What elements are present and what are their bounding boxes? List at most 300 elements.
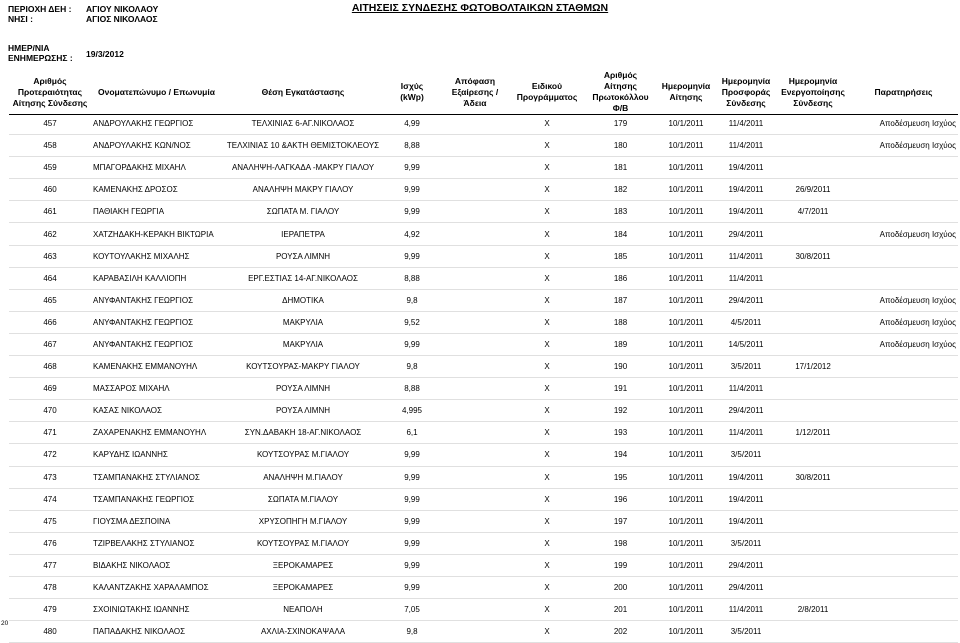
date-value: 19/3/2012 xyxy=(86,49,124,59)
table-row xyxy=(9,444,958,466)
name-cell: ΑΝΥΦΑΝΤΑΚΗΣ ΓΕΩΡΓΙΟΣ xyxy=(91,333,222,355)
power-cell: 9,52 xyxy=(384,311,440,333)
remarks-cell xyxy=(849,510,958,532)
exemption-cell xyxy=(440,245,510,267)
header-line: Σύνδεσης xyxy=(793,97,833,108)
activation-date-cell xyxy=(777,554,849,576)
header-line: Ισχύς xyxy=(400,81,424,91)
program-cell: Χ xyxy=(510,554,584,576)
location-cell: ΡΟΥΣΑ ΛΙΜΝΗ xyxy=(222,245,384,267)
program-cell: Χ xyxy=(510,510,584,532)
remarks-cell: Αποδέσμευση Ισχύος xyxy=(849,311,958,333)
id-cell: 469 xyxy=(9,378,91,400)
app-date-cell: 10/1/2011 xyxy=(657,532,715,554)
app-date-cell: 10/1/2011 xyxy=(657,267,715,289)
header-remarks xyxy=(849,70,958,114)
table-row xyxy=(9,311,958,333)
exemption-cell xyxy=(440,201,510,223)
exemption-cell xyxy=(440,532,510,554)
exemption-cell xyxy=(440,554,510,576)
header-line: Αριθμός xyxy=(33,75,67,86)
exemption-cell xyxy=(440,488,510,510)
id-cell: 470 xyxy=(9,400,91,422)
table-row xyxy=(9,267,958,289)
table-row xyxy=(9,576,958,598)
power-cell: 4,995 xyxy=(384,400,440,422)
header-priority xyxy=(9,70,91,114)
remarks-cell xyxy=(849,400,958,422)
protocol-cell: 184 xyxy=(584,223,657,245)
table-row xyxy=(9,135,958,157)
applications-table xyxy=(9,113,958,643)
name-cell: ΠΑΘΙΑΚΗ ΓΕΩΡΓΙΑ xyxy=(91,201,222,223)
id-cell: 473 xyxy=(9,466,91,488)
table-row xyxy=(9,201,958,223)
activation-date-cell xyxy=(777,488,849,510)
program-cell: Χ xyxy=(510,289,584,311)
remarks-cell: Αποδέσμευση Ισχύος xyxy=(849,135,958,157)
header-line: Προγράμματος xyxy=(516,92,578,102)
remarks-cell: Αποδέσμευση Ισχύος xyxy=(849,223,958,245)
name-cell: ΣΧΟΙΝΙΩΤΑΚΗΣ ΙΩΑΝΝΗΣ xyxy=(91,599,222,621)
remarks-cell: Αποδέσμευση Ισχύος xyxy=(849,333,958,355)
app-date-cell: 10/1/2011 xyxy=(657,223,715,245)
header-protocol xyxy=(584,70,657,114)
id-cell: 477 xyxy=(9,554,91,576)
location-cell: ΚΟΥΤΣΟΥΡΑΣ-ΜΑΚΡΥ ΓΙΑΛΟΥ xyxy=(222,356,384,378)
header-line: (kWp) xyxy=(400,92,424,102)
name-cell: ΖΑΧΑΡΕΝΑΚΗΣ ΕΜΜΑΝΟΥΗΛ xyxy=(91,422,222,444)
header-line: Αίτησης Σύνδεσης xyxy=(12,97,88,108)
id-cell: 479 xyxy=(9,599,91,621)
remarks-cell xyxy=(849,576,958,598)
activation-date-cell xyxy=(777,157,849,179)
id-cell: 478 xyxy=(9,576,91,598)
activation-date-cell: 1/12/2011 xyxy=(777,422,849,444)
power-cell: 4,99 xyxy=(384,113,440,135)
remarks-cell xyxy=(849,245,958,267)
app-date-cell: 10/1/2011 xyxy=(657,466,715,488)
location-cell: ΑΝΑΛΗΨΗ Μ.ΓΙΑΛΟΥ xyxy=(222,466,384,488)
remarks-cell xyxy=(849,554,958,576)
app-date-cell: 10/1/2011 xyxy=(657,422,715,444)
power-cell: 9,99 xyxy=(384,201,440,223)
table-row xyxy=(9,554,958,576)
remarks-cell xyxy=(849,488,958,510)
activation-date-cell: 2/8/2011 xyxy=(777,599,849,621)
activation-date-cell xyxy=(777,267,849,289)
name-cell: ΚΑΜΕΝΑΚΗΣ ΕΜΜΑΝΟΥΗΛ xyxy=(91,356,222,378)
offer-date-cell: 11/4/2011 xyxy=(715,378,777,400)
exemption-cell xyxy=(440,113,510,135)
program-cell: Χ xyxy=(510,311,584,333)
table-row xyxy=(9,245,958,267)
power-cell: 7,05 xyxy=(384,599,440,621)
table-row xyxy=(9,488,958,510)
id-cell: 463 xyxy=(9,245,91,267)
remarks-cell: Αποδέσμευση Ισχύος xyxy=(849,113,958,135)
power-cell: 6,1 xyxy=(384,422,440,444)
offer-date-cell: 11/4/2011 xyxy=(715,422,777,444)
protocol-cell: 194 xyxy=(584,444,657,466)
remarks-cell xyxy=(849,356,958,378)
exemption-cell xyxy=(440,333,510,355)
offer-date-cell: 3/5/2011 xyxy=(715,444,777,466)
offer-date-cell: 3/5/2011 xyxy=(715,356,777,378)
activation-date-cell xyxy=(777,510,849,532)
table-row xyxy=(9,378,958,400)
protocol-cell: 196 xyxy=(584,488,657,510)
power-cell: 9,99 xyxy=(384,157,440,179)
location-cell: ΚΟΥΤΣΟΥΡΑΣ Μ.ΓΙΑΛΟΥ xyxy=(222,532,384,554)
program-cell: Χ xyxy=(510,400,584,422)
location-cell: ΑΧΛΙΑ-ΣΧΙΝΟΚΑΨΑΛΑ xyxy=(222,621,384,643)
location-cell: ΣΩΠΑΤΑ Μ. ΓΙΑΛΟΥ xyxy=(222,201,384,223)
exemption-cell xyxy=(440,135,510,157)
offer-date-cell: 19/4/2011 xyxy=(715,179,777,201)
exemption-cell xyxy=(440,510,510,532)
activation-date-cell xyxy=(777,223,849,245)
island-label: ΝΗΣΙ : xyxy=(8,14,33,24)
app-date-cell: 10/1/2011 xyxy=(657,444,715,466)
name-cell: ΑΝΥΦΑΝΤΑΚΗΣ ΓΕΩΡΓΙΟΣ xyxy=(91,289,222,311)
table-row xyxy=(9,179,958,201)
exemption-cell xyxy=(440,267,510,289)
table-row xyxy=(9,599,958,621)
protocol-cell: 201 xyxy=(584,599,657,621)
name-cell: ΚΑΡΑΒΑΣΙΛΗ ΚΑΛΛΙΟΠΗ xyxy=(91,267,222,289)
location-cell: ΤΕΛΧΙΝΙΑΣ 10 &ΑΚΤΗ ΘΕΜΙΣΤΟΚΛΕΟΥΣ xyxy=(222,135,384,157)
remarks-cell xyxy=(849,201,958,223)
table-row xyxy=(9,466,958,488)
header-line: Εξαίρεσης / xyxy=(451,86,499,97)
exemption-cell xyxy=(440,289,510,311)
name-cell: ΚΑΣΑΣ ΝΙΚΟΛΑΟΣ xyxy=(91,400,222,422)
table-row xyxy=(9,356,958,378)
id-cell: 461 xyxy=(9,201,91,223)
protocol-cell: 202 xyxy=(584,621,657,643)
id-cell: 468 xyxy=(9,356,91,378)
location-cell: ΑΝΑΛΗΨΗ ΜΑΚΡΥ ΓΙΑΛΟΥ xyxy=(222,179,384,201)
offer-date-cell: 29/4/2011 xyxy=(715,289,777,311)
location-cell: ΣΥΝ.ΔΑΒΑΚΗ 18-ΑΓ.ΝΙΚΟΛΑΟΣ xyxy=(222,422,384,444)
table-row xyxy=(9,422,958,444)
program-cell: Χ xyxy=(510,356,584,378)
power-cell: 9,8 xyxy=(384,289,440,311)
exemption-cell xyxy=(440,356,510,378)
power-cell: 9,99 xyxy=(384,333,440,355)
name-cell: ΓΙΟΥΣΜΑ ΔΕΣΠΟΙΝΑ xyxy=(91,510,222,532)
app-date-cell: 10/1/2011 xyxy=(657,289,715,311)
location-cell: ΔΗΜΟΤΙΚΑ xyxy=(222,289,384,311)
program-cell: Χ xyxy=(510,576,584,598)
program-cell: Χ xyxy=(510,444,584,466)
id-cell: 464 xyxy=(9,267,91,289)
protocol-cell: 190 xyxy=(584,356,657,378)
app-date-cell: 10/1/2011 xyxy=(657,621,715,643)
activation-date-cell xyxy=(777,621,849,643)
exemption-cell xyxy=(440,466,510,488)
location-cell: ΙΕΡΑΠΕΤΡΑ xyxy=(222,223,384,245)
protocol-cell: 195 xyxy=(584,466,657,488)
exemption-cell xyxy=(440,444,510,466)
remarks-cell xyxy=(849,599,958,621)
program-cell: Χ xyxy=(510,267,584,289)
program-cell: Χ xyxy=(510,532,584,554)
activation-date-cell xyxy=(777,532,849,554)
table-row xyxy=(9,289,958,311)
date-label-1: ΗΜΕΡ/ΝΙΑ xyxy=(8,43,50,53)
id-cell: 467 xyxy=(9,333,91,355)
offer-date-cell: 29/4/2011 xyxy=(715,554,777,576)
program-cell: Χ xyxy=(510,245,584,267)
remarks-cell xyxy=(849,621,958,643)
header-line: Πρωτοκόλλου xyxy=(592,92,649,102)
exemption-cell xyxy=(440,157,510,179)
activation-date-cell xyxy=(777,289,849,311)
protocol-cell: 197 xyxy=(584,510,657,532)
name-cell: ΤΖΙΡΒΕΛΑΚΗΣ ΣΤΥΛΙΑΝΟΣ xyxy=(91,532,222,554)
table-row xyxy=(9,157,958,179)
name-cell: ΧΑΤΖΗΔΑΚΗ-ΚΕΡΑΚΗ ΒΙΚΤΩΡΙΑ xyxy=(91,223,222,245)
power-cell: 9,8 xyxy=(384,356,440,378)
name-cell: ΤΣΑΜΠΑΝΑΚΗΣ ΓΕΩΡΓΙΟΣ xyxy=(91,488,222,510)
location-cell: ΞΕΡΟΚΑΜΑΡΕΣ xyxy=(222,576,384,598)
app-date-cell: 10/1/2011 xyxy=(657,378,715,400)
power-cell: 9,99 xyxy=(384,532,440,554)
island-value: ΑΓΙΟΣ ΝΙΚΟΛΑΟΣ xyxy=(86,14,158,24)
power-cell: 9,99 xyxy=(384,245,440,267)
page-number: 20 xyxy=(1,620,9,627)
program-cell: Χ xyxy=(510,333,584,355)
power-cell: 9,99 xyxy=(384,576,440,598)
power-cell: 8,88 xyxy=(384,135,440,157)
offer-date-cell: 29/4/2011 xyxy=(715,576,777,598)
id-cell: 476 xyxy=(9,532,91,554)
location-cell: ΜΑΚΡΥΛΙΑ xyxy=(222,311,384,333)
program-cell: Χ xyxy=(510,157,584,179)
protocol-cell: 181 xyxy=(584,157,657,179)
power-cell: 9,8 xyxy=(384,621,440,643)
protocol-cell: 187 xyxy=(584,289,657,311)
table-row xyxy=(9,621,958,643)
program-cell: Χ xyxy=(510,621,584,643)
power-cell: 9,99 xyxy=(384,554,440,576)
activation-date-cell xyxy=(777,378,849,400)
app-date-cell: 10/1/2011 xyxy=(657,554,715,576)
document-title: ΑΙΤΗΣΕΙΣ ΣΥΝΔΕΣΗΣ ΦΩΤΟΒΟΛΤΑΙΚΩΝ ΣΤΑΘΜΩΝ xyxy=(351,2,609,14)
region-label: ΠΕΡΙΟΧΗ ΔΕΗ : xyxy=(8,4,72,14)
activation-date-cell: 30/8/2011 xyxy=(777,245,849,267)
name-cell: ΚΑΡΥΔΗΣ ΙΩΑΝΝΗΣ xyxy=(91,444,222,466)
power-cell: 9,99 xyxy=(384,510,440,532)
name-cell: ΚΑΜΕΝΑΚΗΣ ΔΡΟΣΟΣ xyxy=(91,179,222,201)
app-date-cell: 10/1/2011 xyxy=(657,311,715,333)
app-date-cell: 10/1/2011 xyxy=(657,599,715,621)
exemption-cell xyxy=(440,223,510,245)
program-cell: Χ xyxy=(510,179,584,201)
location-cell: ΝΕΑΠΟΛΗ xyxy=(222,599,384,621)
remarks-cell xyxy=(849,466,958,488)
offer-date-cell: 19/4/2011 xyxy=(715,157,777,179)
app-date-cell: 10/1/2011 xyxy=(657,576,715,598)
app-date-cell: 10/1/2011 xyxy=(657,245,715,267)
header-activation-date xyxy=(777,70,849,114)
protocol-cell: 191 xyxy=(584,378,657,400)
protocol-cell: 192 xyxy=(584,400,657,422)
app-date-cell: 10/1/2011 xyxy=(657,113,715,135)
location-cell: ΡΟΥΣΑ ΛΙΜΝΗ xyxy=(222,400,384,422)
app-date-cell: 10/1/2011 xyxy=(657,333,715,355)
location-cell: ΞΕΡΟΚΑΜΑΡΕΣ xyxy=(222,554,384,576)
activation-date-cell xyxy=(777,113,849,135)
name-cell: ΠΑΠΑΔΑΚΗΣ ΝΙΚΟΛΑΟΣ xyxy=(91,621,222,643)
activation-date-cell xyxy=(777,400,849,422)
location-cell: ΤΕΛΧΙΝΙΑΣ 6-ΑΓ.ΝΙΚΟΛΑΟΣ xyxy=(222,113,384,135)
app-date-cell: 10/1/2011 xyxy=(657,400,715,422)
header-power xyxy=(384,70,440,114)
app-date-cell: 10/1/2011 xyxy=(657,488,715,510)
region-value: ΑΓΙΟΥ ΝΙΚΟΛΑΟΥ xyxy=(86,4,159,14)
offer-date-cell: 14/5/2011 xyxy=(715,333,777,355)
name-cell: ΑΝΥΦΑΝΤΑΚΗΣ ΓΕΩΡΓΙΟΣ xyxy=(91,311,222,333)
exemption-cell xyxy=(440,311,510,333)
id-cell: 460 xyxy=(9,179,91,201)
protocol-cell: 200 xyxy=(584,576,657,598)
header-line: Απόφαση xyxy=(454,75,496,86)
offer-date-cell: 29/4/2011 xyxy=(715,223,777,245)
activation-date-cell: 4/7/2011 xyxy=(777,201,849,223)
offer-date-cell: 19/4/2011 xyxy=(715,466,777,488)
remarks-cell xyxy=(849,422,958,444)
remarks-cell xyxy=(849,179,958,201)
header-line: Αριθμός xyxy=(603,70,638,80)
offer-date-cell: 11/4/2011 xyxy=(715,267,777,289)
program-cell: Χ xyxy=(510,201,584,223)
id-cell: 480 xyxy=(9,621,91,643)
remarks-cell xyxy=(849,378,958,400)
id-cell: 475 xyxy=(9,510,91,532)
name-cell: ΑΝΔΡΟΥΛΑΚΗΣ ΓΕΩΡΓΙΟΣ xyxy=(91,113,222,135)
app-date-cell: 10/1/2011 xyxy=(657,356,715,378)
power-cell: 8,88 xyxy=(384,267,440,289)
app-date-cell: 10/1/2011 xyxy=(657,135,715,157)
id-cell: 458 xyxy=(9,135,91,157)
header-line: Ειδικού xyxy=(531,81,563,91)
protocol-cell: 193 xyxy=(584,422,657,444)
header-line: Φ/Β xyxy=(612,103,629,113)
offer-date-cell: 19/4/2011 xyxy=(715,510,777,532)
header-location xyxy=(222,70,384,114)
program-cell: Χ xyxy=(510,378,584,400)
power-cell: 4,92 xyxy=(384,223,440,245)
header-line: Άδεια xyxy=(463,97,487,108)
name-cell: ΚΟΥΤΟΥΛΑΚΗΣ ΜΙΧΑΛΗΣ xyxy=(91,245,222,267)
table-row xyxy=(9,333,958,355)
protocol-cell: 183 xyxy=(584,201,657,223)
id-cell: 459 xyxy=(9,157,91,179)
activation-date-cell xyxy=(777,333,849,355)
header-line: Ημερομηνία xyxy=(788,75,838,86)
exemption-cell xyxy=(440,621,510,643)
offer-date-cell: 11/4/2011 xyxy=(715,113,777,135)
protocol-cell: 180 xyxy=(584,135,657,157)
table-row xyxy=(9,510,958,532)
remarks-cell xyxy=(849,444,958,466)
location-cell: ΣΩΠΑΤΑ Μ.ΓΙΑΛΟΥ xyxy=(222,488,384,510)
protocol-cell: 189 xyxy=(584,333,657,355)
program-cell: Χ xyxy=(510,466,584,488)
power-cell: 9,99 xyxy=(384,488,440,510)
remarks-cell xyxy=(849,532,958,554)
protocol-cell: 182 xyxy=(584,179,657,201)
offer-date-cell: 3/5/2011 xyxy=(715,532,777,554)
app-date-cell: 10/1/2011 xyxy=(657,157,715,179)
exemption-cell xyxy=(440,400,510,422)
location-cell: ΧΡΥΣΟΠΗΓΗ Μ.ΓΙΑΛΟΥ xyxy=(222,510,384,532)
location-cell: ΡΟΥΣΑ ΛΙΜΝΗ xyxy=(222,378,384,400)
date-label-2: ΕΝΗΜΕΡΩΣΗΣ : xyxy=(8,53,73,63)
offer-date-cell: 4/5/2011 xyxy=(715,311,777,333)
offer-date-cell: 11/4/2011 xyxy=(715,245,777,267)
power-cell: 9,99 xyxy=(384,444,440,466)
header-line: Αίτησης xyxy=(604,81,637,91)
activation-date-cell xyxy=(777,576,849,598)
location-cell: ΜΑΚΡΥΛΙΑ xyxy=(222,333,384,355)
activation-date-cell: 17/1/2012 xyxy=(777,356,849,378)
exemption-cell xyxy=(440,378,510,400)
protocol-cell: 199 xyxy=(584,554,657,576)
protocol-cell: 188 xyxy=(584,311,657,333)
program-cell: Χ xyxy=(510,599,584,621)
table-row xyxy=(9,223,958,245)
program-cell: Χ xyxy=(510,488,584,510)
table-row xyxy=(9,113,958,135)
exemption-cell xyxy=(440,422,510,444)
program-cell: Χ xyxy=(510,113,584,135)
location-cell: ΑΝΑΛΗΨΗ-ΛΑΓΚΑΔΑ -ΜΑΚΡΥ ΓΙΑΛΟΥ xyxy=(222,157,384,179)
name-cell: ΤΣΑΜΠΑΝΑΚΗΣ ΣΤΥΛΙΑΝΟΣ xyxy=(91,466,222,488)
program-cell: Χ xyxy=(510,223,584,245)
id-cell: 466 xyxy=(9,311,91,333)
header-line: Σύνδεσης xyxy=(726,97,766,108)
table-row xyxy=(9,400,958,422)
activation-date-cell xyxy=(777,444,849,466)
id-cell: 457 xyxy=(9,113,91,135)
app-date-cell: 10/1/2011 xyxy=(657,510,715,532)
activation-date-cell: 30/8/2011 xyxy=(777,466,849,488)
header-line: Θέση Εγκατάστασης xyxy=(261,86,345,97)
remarks-cell xyxy=(849,157,958,179)
name-cell: ΜΠΑΓΟΡΔΑΚΗΣ ΜΙΧΑΗΛ xyxy=(91,157,222,179)
exemption-cell xyxy=(440,576,510,598)
program-cell: Χ xyxy=(510,422,584,444)
offer-date-cell: 11/4/2011 xyxy=(715,599,777,621)
offer-date-cell: 19/4/2011 xyxy=(715,488,777,510)
name-cell: ΒΙΔΑΚΗΣ ΝΙΚΟΛΑΟΣ xyxy=(91,554,222,576)
protocol-cell: 185 xyxy=(584,245,657,267)
header-line: Παρατηρήσεις xyxy=(874,86,933,97)
id-cell: 472 xyxy=(9,444,91,466)
table-row xyxy=(9,532,958,554)
exemption-cell xyxy=(440,599,510,621)
name-cell: ΜΑΣΣΑΡΟΣ ΜΙΧΑΗΛ xyxy=(91,378,222,400)
name-cell: ΚΑΛΑΝΤΖΑΚΗΣ ΧΑΡΑΛΑΜΠΟΣ xyxy=(91,576,222,598)
location-cell: ΕΡΓ.ΕΣΤΙΑΣ 14-ΑΓ.ΝΙΚΟΛΑΟΣ xyxy=(222,267,384,289)
id-cell: 465 xyxy=(9,289,91,311)
header-line: Αίτησης xyxy=(669,92,703,102)
app-date-cell: 10/1/2011 xyxy=(657,179,715,201)
